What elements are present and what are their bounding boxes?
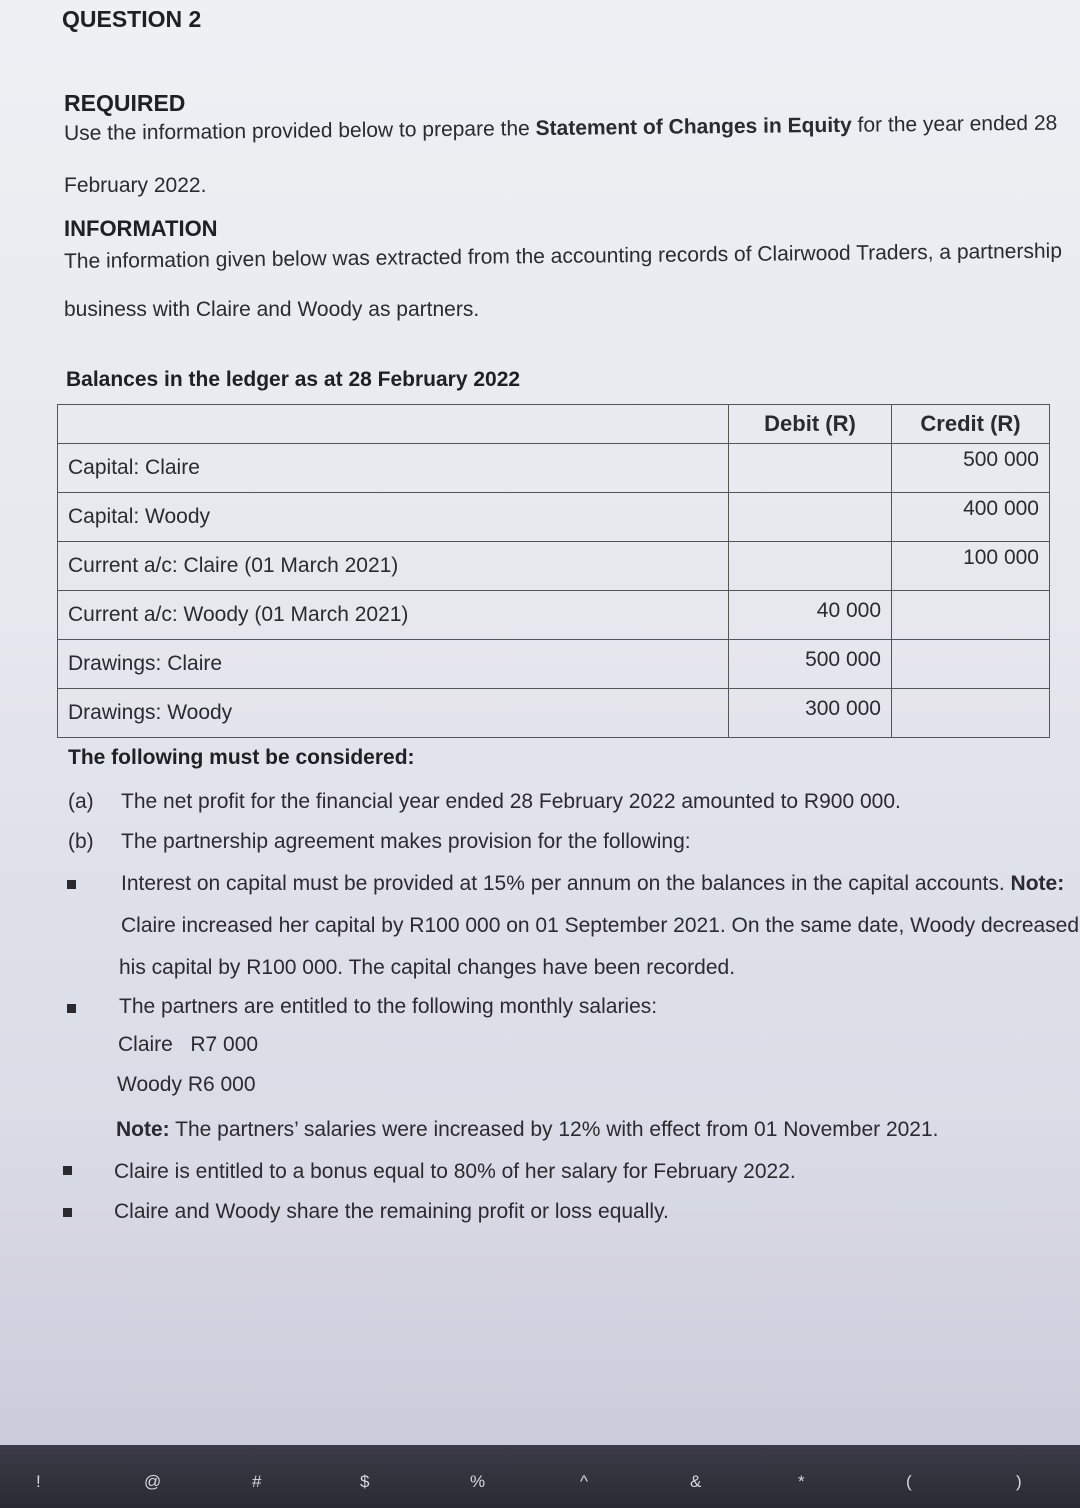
information-text-line1: The information given below was extracted from the accounting records of Clairwood Traders, a partnership — [63, 239, 1063, 273]
question-title: QUESTION 2 — [62, 6, 202, 32]
row-label: Drawings: Woody — [58, 689, 729, 738]
keyboard-row — [0, 1445, 1080, 1508]
salary-woody: Woody R6 000 — [117, 1073, 256, 1096]
required-text-bold: Statement of Changes in Equity — [535, 113, 852, 141]
keyboard-key: ^ — [580, 1472, 588, 1491]
row-credit: 400 000 — [892, 493, 1050, 542]
salary-note — [116, 1118, 939, 1142]
keyboard-key: & — [690, 1472, 702, 1491]
row-debit: 500 000 — [729, 640, 892, 689]
bullet1-text: Interest on capital must be provided at 15% per annum on the balances in the capital accounts. — [121, 872, 1011, 895]
keyboard-key: ! — [36, 1472, 41, 1491]
row-label: Current a/c: Woody (01 March 2021) — [58, 591, 729, 640]
row-label: Capital: Woody — [58, 493, 729, 542]
bullet1-note-label: Note: — [1010, 872, 1065, 895]
row-label: Drawings: Claire — [58, 640, 729, 689]
bullet-marker — [67, 880, 76, 889]
row-debit — [729, 542, 892, 591]
bullet-marker — [63, 1166, 72, 1175]
row-debit: 40 000 — [729, 591, 892, 640]
item-a-text: The net profit for the financial year ended 28 February 2022 amounted to R900 000. — [121, 790, 901, 813]
item-b-marker: (b) — [68, 830, 94, 853]
bullet-marker — [67, 1004, 76, 1013]
required-text-line1 — [64, 112, 1057, 146]
required-heading: REQUIRED — [64, 90, 186, 116]
row-debit — [729, 493, 892, 542]
salary-note-text: The partners’ salaries were increased by 12% with effect from 01 November 2021. — [169, 1118, 939, 1141]
table-row — [58, 493, 1050, 542]
keyboard-key: ) — [1016, 1472, 1022, 1491]
salary-note-label: Note: — [116, 1118, 170, 1141]
table-header-row — [58, 405, 1050, 444]
item-b-text: The partnership agreement makes provision for the following: — [121, 830, 691, 853]
required-text-line2: February 2022. — [64, 174, 207, 197]
ledger-table — [57, 404, 1050, 738]
bullet3-text: Claire is entitled to a bonus equal to 80% of her salary for February 2022. — [114, 1160, 796, 1183]
information-text-line2: business with Claire and Woody as partners. — [64, 298, 480, 321]
credit-header: Credit (R) — [892, 405, 1050, 444]
bullet-marker — [63, 1208, 72, 1217]
row-credit — [892, 689, 1050, 738]
keyboard-key: ( — [906, 1472, 912, 1491]
table-header-blank — [58, 405, 729, 444]
required-text-pre: Use the information provided below to prepare the — [63, 117, 536, 145]
row-label: Current a/c: Claire (01 March 2021) — [58, 542, 729, 591]
bullet2-line1: The partners are entitled to the following monthly salaries: — [119, 995, 658, 1018]
item-a-marker: (a) — [68, 790, 94, 813]
table-row — [58, 542, 1050, 591]
row-credit: 100 000 — [892, 542, 1050, 591]
required-text-post: for the year ended 28 — [851, 111, 1058, 137]
keyboard-key: % — [470, 1472, 486, 1491]
row-label: Capital: Claire — [58, 444, 729, 493]
row-debit: 300 000 — [729, 689, 892, 738]
debit-header: Debit (R) — [729, 405, 892, 444]
table-row — [58, 640, 1050, 689]
row-debit — [729, 444, 892, 493]
salary-claire: Claire R7 000 — [118, 1033, 259, 1056]
table-row — [58, 591, 1050, 640]
consider-heading: The following must be considered: — [68, 746, 415, 769]
row-credit — [892, 640, 1050, 689]
row-credit: 500 000 — [892, 444, 1050, 493]
row-credit — [892, 591, 1050, 640]
keyboard-key: * — [798, 1472, 805, 1491]
information-heading: INFORMATION — [64, 216, 218, 241]
keyboard-key: @ — [144, 1472, 162, 1491]
keyboard-key: # — [252, 1472, 262, 1491]
table-row — [58, 444, 1050, 493]
keyboard-key: $ — [360, 1472, 370, 1491]
table-row — [58, 689, 1050, 738]
bullet1-line1 — [121, 872, 1064, 896]
bullet1-line3: his capital by R100 000. The capital changes have been recorded. — [119, 956, 736, 979]
table-heading: Balances in the ledger as at 28 February 2022 — [66, 368, 521, 391]
bullet1-line2: Claire increased her capital by R100 000 on 01 September 2021. On the same date, Woody decreased — [121, 914, 1080, 937]
bullet4-text: Claire and Woody share the remaining profit or loss equally. — [114, 1200, 669, 1223]
